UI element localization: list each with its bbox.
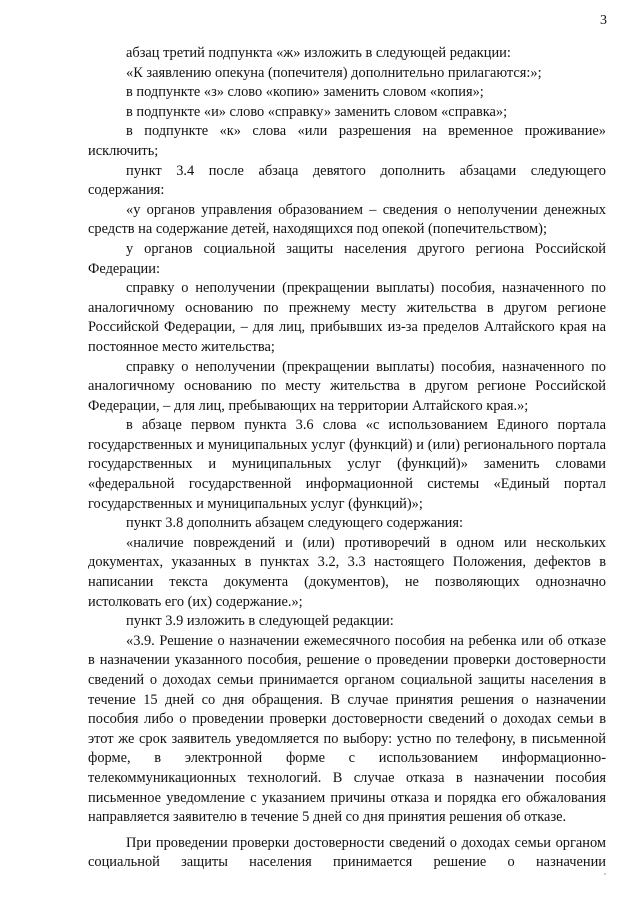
paragraph: в подпункте «и» слово «справку» заменить словом «справка»;: [126, 103, 508, 120]
paragraph: «3.9. Решение о назначении ежемесячного пособия на ребенка или об отказе в назначении указанного пособия, решение о проведении проверки достоверности сведений о доходах семьи принимается органом социальной защиты населения в течение 15 дней со дня обращения. В случае принятия решения о назначении пособия либо о проведении проверки достоверности сведений о доходах семьи в этот же срок заявитель уведомляется по выбору: устно по телефону, в письменной форме, в электронной форме с использованием информационно-телекоммуникационных технологий. В случае отказа в назначении пособия письменное уведомление с указанием причины отказа и порядка его обжалования направляется заявителю в течение 5 дней со дня принятия решения об отказе.: [88, 632, 606, 826]
paragraph: у органов социальной защиты населения другого региона Российской Федерации:: [88, 240, 606, 277]
paragraph: в подпункте «к» слова «или разрешения на временное проживание» исключить;: [88, 123, 606, 159]
paragraph: в подпункте «з» слово «копию» заменить словом «копия»;: [126, 84, 484, 101]
paragraph: «К заявлению опекуна (попечителя) дополнительно прилагаются:»;: [126, 64, 542, 81]
document-body: [88, 44, 606, 873]
paragraph: пункт 3.4 после абзаца девятого дополнить абзацами следующего содержания:: [88, 162, 606, 199]
paragraph: справку о неполучении (прекращении выплаты) пособия, назначенного по аналогичному основанию по прежнему месту жительства в другом регионе Российской Федерации, – для лиц, прибывших из-за пределов Алтайского края на постоянное место жительства;: [88, 280, 606, 355]
paragraph: в абзаце первом пункта 3.6 слова «с использованием Единого портала государственных и муниципальных услуг (функций) и (или) регионального портала государственных и муниципальных услуг (функций)» заменить словами «федеральной государственной информационной системы «Единый портал государственных и муниципальных услуг (функций)»;: [88, 417, 606, 512]
paragraph: пункт 3.9 изложить в следующей редакции:: [126, 613, 394, 630]
paragraph: «у органов управления образованием – сведения о неполучении денежных средств на содержание детей, находящихся под опекой (попечительством);: [88, 201, 606, 238]
page-number: 3: [600, 13, 607, 28]
paragraph: справку о неполучении (прекращении выплаты) пособия, назначенного по аналогичному основанию по месту жительства в другом регионе Российской Федерации, – для лиц, пребывающих на территории Алтайского края.»;: [88, 358, 606, 414]
paragraph: «наличие повреждений и (или) противоречий в одном или нескольких документах, указанных в пунктах 3.2, 3.3 настоящего Положения, дефектов в написании текста документа (документов), не позволяющих однозначно истолковать его (их) содержание.»;: [88, 534, 606, 610]
scan-artifact: [604, 873, 606, 875]
paragraph: пункт 3.8 дополнить абзацем следующего содержания:: [126, 515, 463, 532]
paragraph: абзац третий подпункта «ж» изложить в следующей редакции:: [126, 45, 511, 61]
paragraph: При проведении проверки достоверности сведений о доходах семьи органом социальной защиты населения принимается решение о назначении: [88, 834, 606, 871]
